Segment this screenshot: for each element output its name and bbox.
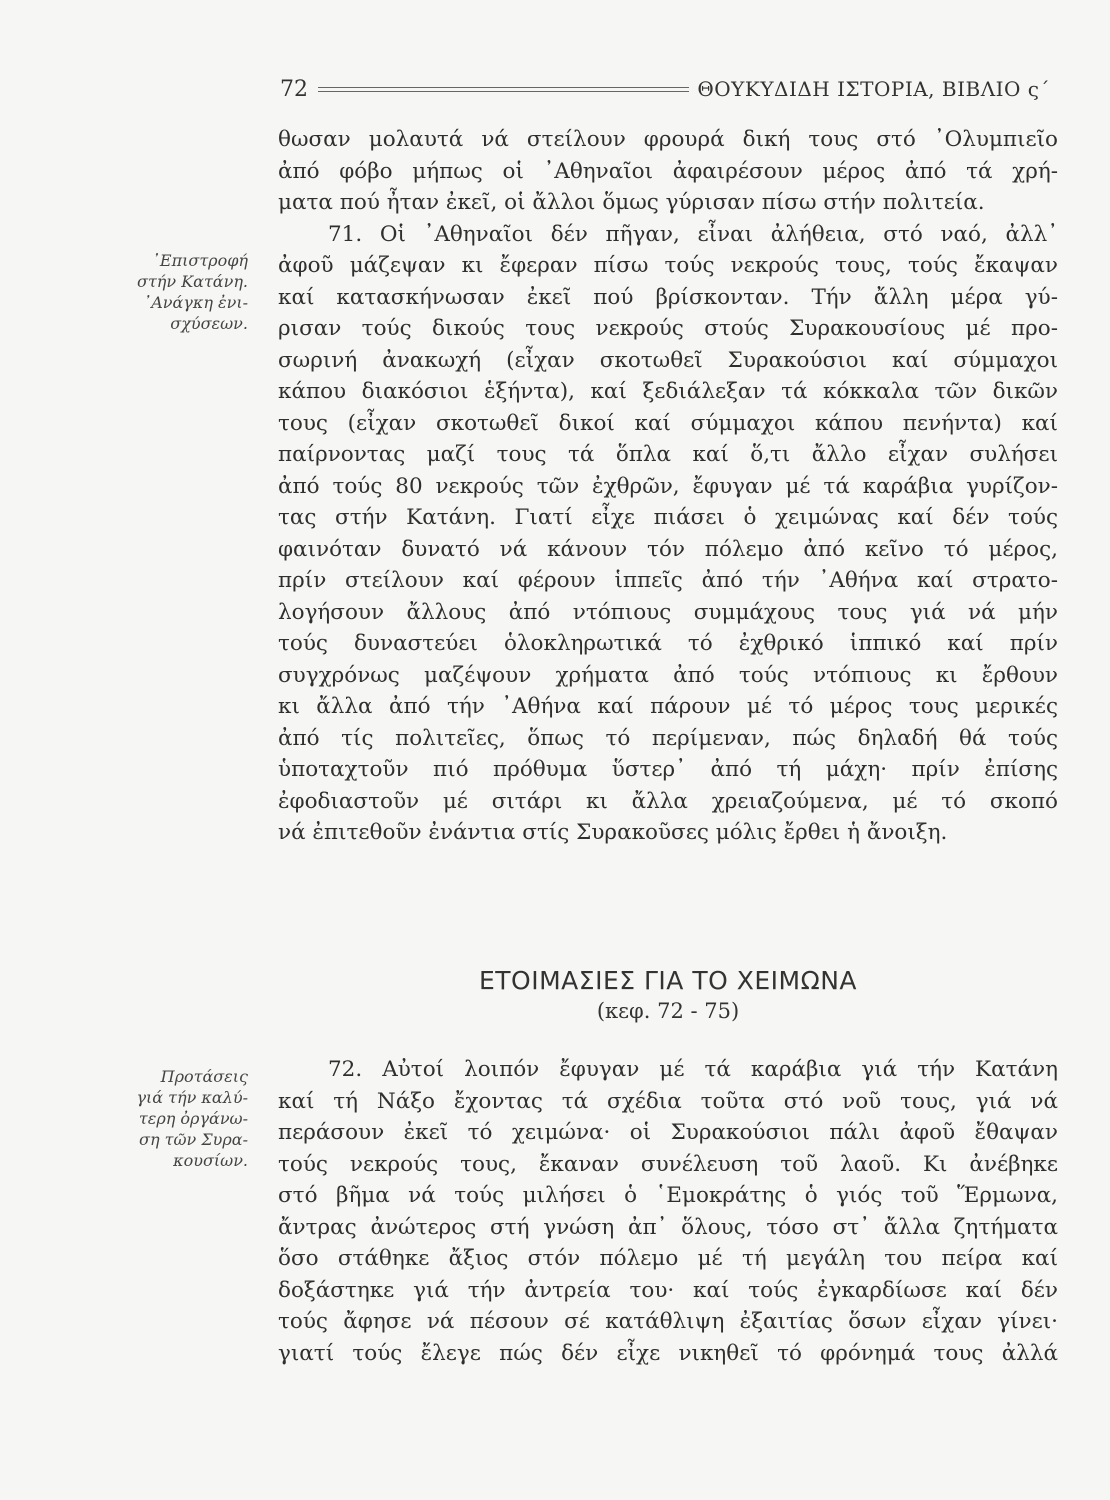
text-line: τούς νεκρούς τους, ἔκαναν συνέλευση τοῦ λαοῦ. Κι ἀνέβηκε	[278, 1151, 1058, 1177]
text-line: τους (εἶχαν σκοτωθεῖ δικοί καί σύμμαχοι κάπου πενήντα) καί	[278, 410, 1058, 436]
text-line: θωσαν μολαυτά νά στείλουν φρουρά δική τους στό ᾿Ολυμπιεῖο	[278, 127, 1058, 152]
margin-note-line: ᾿Ανάγκη ἐνι-	[143, 293, 248, 312]
text-line: 72. Αὐτοί λοιπόν ἔφυγαν μέ τά καράβια γιά τήν Κατάνη	[328, 1057, 1058, 1082]
margin-note-line: γιά τήν καλύ-	[136, 1088, 248, 1107]
text-line: νά ἐπιτεθοῦν ἐνάντια στίς Συρακοῦσες μόλις ἔρθει ἡ ἄνοιξη.	[278, 820, 948, 845]
text-line: καί κατασκήνωσαν ἐκεῖ πού βρίσκονταν. Τήν ἄλλη μέρα γύ-	[278, 284, 1058, 310]
page-number: 72	[280, 76, 308, 102]
text-line: ἀπό φόβο μήπως οἱ ᾿Αθηναῖοι ἀφαιρέσουν μέρος ἀπό τά χρή-	[278, 158, 1058, 184]
section-heading	[278, 965, 1058, 1025]
text-line: ἀπό τίς πολιτεῖες, ὅπως τό περίμεναν, πώς δηλαδή θά τούς	[278, 725, 1058, 751]
text-line: πρίν στείλουν καί φέρουν ἱππεῖς ἀπό τήν ᾿Αθήνα καί στρατο-	[278, 568, 1058, 593]
main-text-block-1	[278, 124, 1058, 849]
margin-note-line: στήν Κατάνη.	[137, 272, 248, 291]
running-title: ΘΟΥΚΥΔΙΔΗ ΙΣΤΟΡΙΑ, ΒΙΒΛΙΟ ς΄	[697, 77, 1050, 101]
text-line: γιατί τούς ἔλεγε πώς δέν εἶχε νικηθεῖ τό φρόνημά τους ἀλλά	[278, 1340, 1058, 1366]
section-chapters: (κεφ. 72 - 75)	[596, 999, 740, 1023]
page-header	[280, 72, 1050, 106]
text-line: 71. Οἱ ᾿Αθηναῖοι δέν πῆγαν, εἶναι ἀλήθεια, στό ναό, ἀλλ᾿	[328, 221, 1058, 247]
main-text-block-2	[278, 1054, 1058, 1369]
margin-note-return-to-catania	[40, 250, 248, 334]
section-title: ΕΤΟΙΜΑΣΙΕΣ ΓΙΑ ΤΟ ΧΕΙΜΩΝΑ	[478, 966, 857, 995]
text-line: καί τή Νάξο ἔχοντας τά σχέδια τοῦτα στό νοῦ τους, γιά νά	[278, 1088, 1058, 1114]
text-line: ἀπό τούς 80 νεκρούς τῶν ἐχθρῶν, ἔφυγαν μέ τά καράβια γυρίζον-	[278, 473, 1058, 499]
text-line: τούς δυναστεύει ὁλοκληρωτικά τό ἐχθρικό ἱππικό καί πρίν	[278, 631, 1058, 656]
text-line: περάσουν ἐκεῖ τό χειμώνα· οἱ Συρακούσιοι πάλι ἀφοῦ ἔθαψαν	[278, 1120, 1058, 1145]
margin-note-line: σχύσεων.	[170, 314, 248, 333]
text-line: δοξάστηκε γιά τήν ἀντρεία του· καί τούς ἐγκαρδίωσε καί δέν	[278, 1277, 1058, 1303]
margin-note-line: τερη ὀργάνω-	[138, 1109, 248, 1128]
text-line: ἄντρας ἀνώτερος στή γνώση ἀπ᾿ ὅλους, τόσο στ᾿ ἄλλα ζητήματα	[278, 1214, 1058, 1240]
text-line: στό βῆμα νά τούς μιλήσει ὁ ῾Εμοκράτης ὁ γιός τοῦ Ἕρμωνα,	[278, 1183, 1058, 1208]
text-line: σωρινή ἀνακωχή (εἶχαν σκοτωθεῖ Συρακούσιοι καί σύμμαχοι	[278, 347, 1058, 373]
header-rule	[318, 87, 689, 92]
margin-note-line: Προτάσεις	[160, 1067, 248, 1086]
margin-note-line: κουσίων.	[173, 1151, 248, 1170]
text-line: λογήσουν ἄλλους ἀπό ντόπιους συμμάχους τους γιά νά μήν	[278, 599, 1058, 625]
text-line: ἀφοῦ μάζεψαν κι ἔφεραν πίσω τούς νεκρούς τους, τούς ἔκαψαν	[278, 253, 1058, 278]
text-line: ὅσο στάθηκε ἄξιος στόν πόλεμο μέ τή μεγάλη του πείρα καί	[278, 1246, 1058, 1271]
text-line: ὑποταχτοῦν πιό πρόθυμα ὕστερ᾿ ἀπό τή μάχη· πρίν ἐπίσης	[278, 757, 1058, 782]
text-line: ἐφοδιαστοῦν μέ σιτάρι κι ἄλλα χρειαζούμενα, μέ τό σκοπό	[278, 788, 1058, 814]
text-line: συγχρόνως μαζέψουν χρήματα ἀπό τούς ντόπιους κι ἔρθουν	[278, 662, 1058, 688]
text-line: παίρνοντας μαζί τους τά ὅπλα καί ὅ,τι ἄλλο εἶχαν συλήσει	[278, 442, 1058, 467]
text-line: φαινόταν δυνατό νά κάνουν τόν πόλεμο ἀπό κεῖνο τό μέρος,	[278, 536, 1058, 562]
margin-note-proposals	[40, 1066, 248, 1171]
margin-note-line: ση τῶν Συρα-	[139, 1130, 248, 1149]
margin-note-line: ᾿Επιστροφή	[151, 251, 248, 270]
text-line: τας στήν Κατάνη. Γιατί εἶχε πιάσει ὁ χειμώνας καί δέν τούς	[278, 505, 1058, 530]
text-line: κάπου διακόσιοι ἑξήντα), καί ξεδιάλεξαν τά κόκκαλα τῶν δικῶν	[278, 379, 1058, 404]
text-line: κι ἄλλα ἀπό τήν ᾿Αθήνα καί πάρουν μέ τό μέρος τους μερικές	[278, 694, 1058, 719]
text-line: ματα πού ἦταν ἐκεῖ, οἱ ἄλλοι ὅμως γύρισαν πίσω στήν πολιτεία.	[278, 190, 985, 215]
text-line: ρισαν τούς δικούς τους νεκρούς στούς Συρακουσίους μέ προ-	[278, 316, 1058, 341]
text-line: τούς ἄφησε νά πέσουν σέ κατάθλιψη ἐξαιτίας ὅσων εἶχαν γίνει·	[278, 1309, 1058, 1334]
